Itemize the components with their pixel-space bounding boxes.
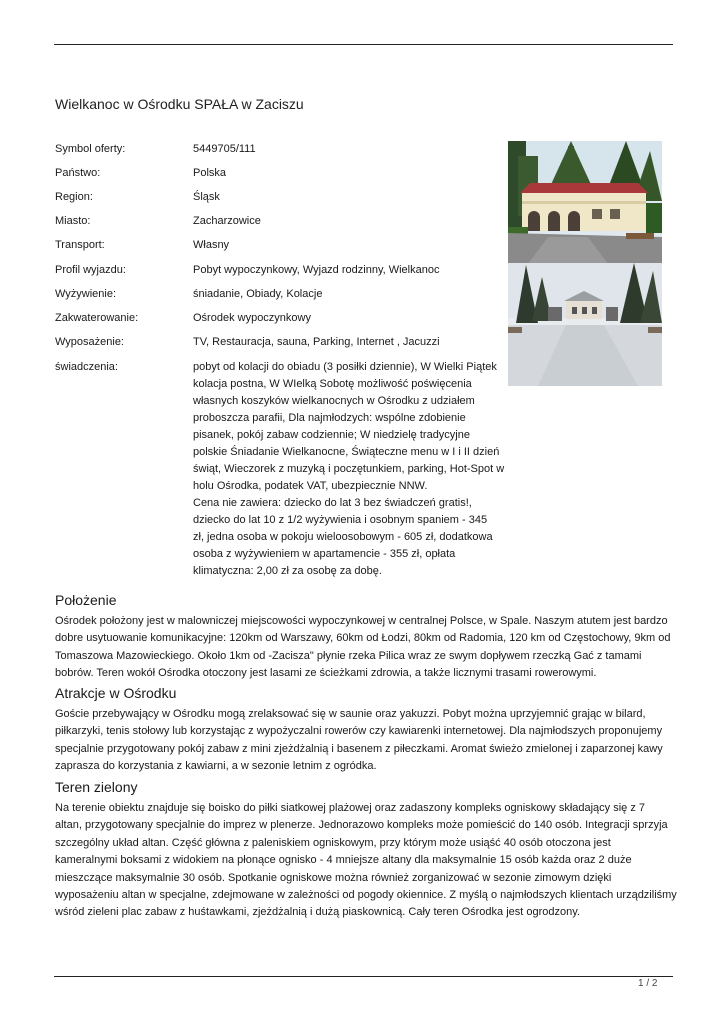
paragraph-line: kameralnymi boksami z widokiem na płonące ognisko - 4 mniejsze altany dla maksymalnie 15 osób każda oraz 2 duże	[55, 854, 632, 867]
paragraph-line: wśród zieleni plac zabaw z huśtawkami, zjeżdżalnią i dużą piaskownicą. Cały teren Ośrodka jest ogrodzony.	[55, 906, 580, 919]
section-text-location	[55, 613, 680, 683]
top-rule	[54, 44, 673, 45]
detail-label: Profil wyjazdu:	[55, 264, 126, 276]
detail-value: Śląsk	[193, 191, 220, 203]
paragraph-line: specjalnie przygotowany pokój zabaw z mini zjeżdżalnią i basenem z piłeczkami. Aromat świeżo zmielonej i zaparzonej kawy	[55, 742, 663, 755]
paragraph-line: Ośrodek położony jest w malowniczej miejscowości wypoczynkowej w centralnej Polsce, w Spale. Naszym atutem jest bardzo	[55, 615, 668, 627]
detail-label: Miasto:	[55, 215, 91, 227]
page-number: 1 / 2	[638, 978, 658, 989]
bottom-rule	[54, 976, 673, 977]
detail-value: Własny	[193, 239, 230, 251]
benefits-line: osoba z wyżywieniem w apartamencie - 355 zł, opłata	[193, 548, 456, 560]
detail-value: Zacharzowice	[193, 215, 261, 227]
section-heading-location: Położenie	[55, 592, 117, 608]
detail-label: świadczenia:	[55, 361, 118, 373]
paragraph-line: piłkarzyki, tenis stołowy lub korzystając z wypożyczalni rowerów czy kawiarenki internetowej. Dla najmłodszych proponujemy	[55, 725, 663, 738]
benefits-line: pisanek, pokój zabaw codziennie; W niedzielę tradycyjne	[193, 429, 470, 441]
benefits-line: dziecko do lat 10 z 1/2 wyżywienia i osobnym spaniem - 345	[193, 514, 488, 526]
detail-value: śniadanie, Obiady, Kolacje	[193, 288, 323, 300]
detail-value: Pobyt wypoczynkowy, Wyjazd rodzinny, Wielkanoc	[193, 264, 440, 276]
benefits-text	[193, 359, 509, 580]
detail-label: Symbol oferty:	[55, 143, 126, 155]
page-title: Wielkanoc w Ośrodku SPAŁA w Zaciszu	[55, 96, 304, 112]
section-heading-green-area: Teren zielony	[55, 779, 138, 795]
detail-value: 5449705/111	[193, 143, 256, 155]
section-heading-attractions: Atrakcje w Ośrodku	[55, 685, 177, 701]
section-text-attractions	[55, 706, 680, 776]
detail-label: Wyposażenie:	[55, 336, 124, 348]
detail-value: Ośrodek wypoczynkowy	[193, 312, 311, 324]
paragraph-line: zaprasza do korzystania z kawiarni, a w sezonie letnim z ogródka.	[55, 760, 377, 773]
resort-summer-photo	[508, 141, 662, 264]
paragraph-line: Na terenie obiektu znajduje się boisko do piłki siatkowej plażowej oraz zadaszony kompleks ogniskowy składający się z 7	[55, 802, 646, 814]
resort-winter-photo	[508, 263, 662, 386]
detail-value: Polska	[193, 167, 227, 179]
detail-label: Zakwaterowanie:	[55, 312, 139, 324]
benefits-line: kolacja postna, W WIelką Sobotę możliwość poświęcenia	[193, 378, 472, 390]
paragraph-line: mieszczące maksymalnie 30 osób. Spotkanie ogniskowe można również zorganizować w sezonie zimowym dzięki	[55, 871, 612, 884]
benefits-line: własnych koszyków wielkanocnych w Ośrodku z udziałem	[193, 395, 475, 407]
detail-value: TV, Restauracja, sauna, Parking, Internet , Jacuzzi	[193, 336, 440, 348]
benefits-line: klimatyczna: 2,00 zł za osobę za dobę.	[193, 565, 382, 577]
benefits-line: polskie Śniadanie Wielkanocne, Świąteczne menu w I i II dzień	[193, 446, 500, 458]
benefits-line: holu Ośrodka, podatek VAT, ubezpiecznie NNW.	[193, 480, 428, 492]
detail-label: Transport:	[55, 239, 105, 251]
detail-label: Państwo:	[55, 167, 101, 179]
paragraph-line: wyposażeniu altan w specjalne, zdejmowane w zależności od pogody okiennice. Z myślą o najmłodszych klientach urządziliśmy	[55, 889, 677, 902]
paragraph-line: altan, przygotowany specjalnie do imprez w plenerze. Jednorazowo kompleks może pomieścić do 140 osób. Integracji sprzyja	[55, 819, 668, 832]
paragraph-line: bobrów. Teren wokół Ośrodka otoczony jest lasami ze ścieżkami zdrowia, a także licznymi trasami rowerowymi.	[55, 667, 597, 680]
benefits-line: proboszcza parafii, Dla najmłodzych: wspólne zdobienie	[193, 412, 466, 424]
paragraph-line: dobre usytuowanie komunikacyjne: 120km od Warszawy, 60km od Łodzi, 80km od Radomia, 120 km od Częstochowy, 9km od	[55, 632, 671, 645]
detail-label: Region:	[55, 191, 93, 203]
benefits-line: pobyt od kolacji do obiadu (3 posiłki dziennie), W Wielki Piątek	[193, 361, 497, 373]
paragraph-line: Tomaszowa Mazowieckiego. Około 1km od -Zacisza" płynie rzeka Pilica wraz ze swym dopływem rzeczką Gać z tamami	[55, 649, 642, 662]
benefits-line: zł, jedna osoba w pokoju wieloosobowym - 605 zł, dodatkowa	[193, 531, 493, 543]
section-text-green-area	[55, 800, 680, 922]
benefits-line: Cena nie zawiera: dziecko do lat 3 bez świadczeń gratis!,	[193, 497, 472, 509]
paragraph-line: szczególny układ altan. Część główna z paleniskiem ogniskowym, przy którym może usiąść 40 osób otoczona jest	[55, 836, 611, 849]
benefits-line: świąt, Wieczorek z muzyką i poczętunkiem, parking, Hot-Spot w	[193, 463, 505, 475]
paragraph-line: Goście przebywający w Ośrodku mogą zrelaksować się w saunie oraz yakuzzi. Pobyt można uprzyjemnić grając w bilard,	[55, 708, 646, 720]
detail-label: Wyżywienie:	[55, 288, 117, 300]
